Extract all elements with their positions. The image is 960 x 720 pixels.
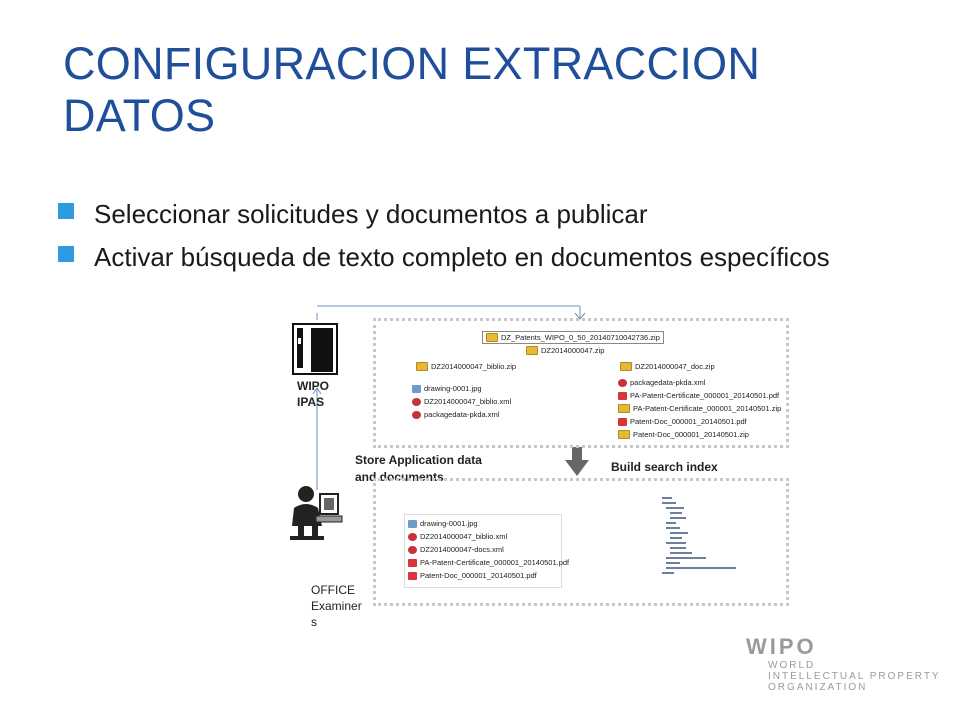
file-item[interactable]: DZ2014000047-docs.xml — [408, 545, 504, 554]
file-item[interactable]: Patent-Doc_000001_20140501.zip — [618, 430, 749, 439]
xml-file-icon — [618, 379, 627, 387]
server-label: WIPO IPAS — [297, 379, 329, 409]
image-file-icon — [408, 520, 417, 528]
zip-folder-icon — [618, 430, 630, 439]
down-arrow-icon — [565, 460, 589, 476]
doc-zip-item[interactable]: DZ2014000047_doc.zip — [620, 362, 715, 371]
pdf-file-icon — [408, 572, 417, 580]
store-label: Store Application data and documents — [355, 453, 482, 484]
bullet-item: Activar búsqueda de texto completo en documentos específicos — [58, 239, 858, 275]
bullet-square-icon — [58, 246, 74, 262]
file-item[interactable]: Patent-Doc_000001_20140501.pdf — [618, 417, 747, 426]
xml-file-icon — [412, 398, 421, 406]
file-item[interactable]: DZ2014000047_biblio.xml — [412, 397, 511, 406]
xml-code-preview — [646, 493, 756, 583]
zip-folder-icon — [486, 333, 498, 342]
file-item[interactable]: PA-Patent-Certificate_000001_20140501.pdf — [408, 558, 569, 567]
folder-item[interactable]: DZ2014000047.zip — [526, 346, 604, 355]
xml-file-icon — [408, 546, 417, 554]
wipo-logo — [746, 634, 941, 693]
down-arrow-shaft — [572, 447, 582, 461]
index-label: Build search index — [611, 460, 718, 474]
file-item[interactable]: drawing-0001.jpg — [412, 384, 482, 393]
zip-folder-icon — [526, 346, 538, 355]
file-item[interactable]: packagedata-pkda.xml — [412, 410, 499, 419]
file-item[interactable]: drawing-0001.jpg — [408, 519, 478, 528]
image-file-icon — [412, 385, 421, 393]
pdf-file-icon — [618, 418, 627, 426]
bullet-square-icon — [58, 203, 74, 219]
server-icon — [291, 322, 339, 378]
archive-panel — [373, 318, 789, 448]
xml-file-icon — [408, 533, 417, 541]
file-item[interactable]: DZ2014000047_biblio.xml — [408, 532, 507, 541]
bullet-list — [58, 196, 858, 282]
index-panel — [373, 478, 789, 606]
biblio-zip-item[interactable]: DZ2014000047_biblio.zip — [416, 362, 516, 371]
file-item[interactable]: PA-Patent-Certificate_000001_20140501.pdf — [618, 391, 779, 400]
zip-folder-icon — [416, 362, 428, 371]
zip-folder-icon — [618, 404, 630, 413]
file-item[interactable]: Patent-Doc_000001_20140501.pdf — [408, 571, 537, 580]
root-zip-file[interactable]: DZ_Patents_WIPO_0_50_20140710042736.zip — [482, 331, 664, 344]
bullet-item: Seleccionar solicitudes y documentos a publicar — [58, 196, 858, 232]
pdf-file-icon — [618, 392, 627, 400]
logo-org-name: WORLD INTELLECTUAL PROPERTY ORGANIZATION — [768, 660, 941, 693]
file-item[interactable]: packagedata-pkda.xml — [618, 378, 705, 387]
file-item[interactable]: PA-Patent-Certificate_000001_20140501.zip — [618, 404, 781, 413]
zip-folder-icon — [620, 362, 632, 371]
examiner-icon — [288, 484, 344, 542]
logo-wordmark: WIPO — [746, 634, 817, 659]
page-title: CONFIGURACION EXTRACCION DATOS — [63, 38, 761, 141]
office-label: OFFICE Examiner s — [311, 583, 362, 629]
pdf-file-icon — [408, 559, 417, 567]
xml-file-icon — [412, 411, 421, 419]
